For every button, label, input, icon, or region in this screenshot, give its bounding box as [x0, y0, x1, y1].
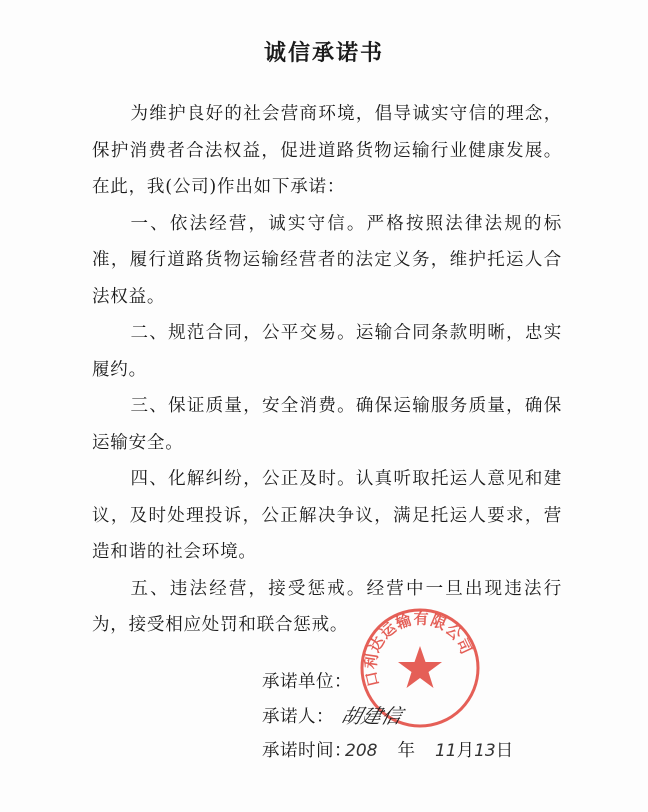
seal-star-icon — [398, 646, 442, 688]
paragraph-commitment-4: 四、化解纠纷，公正及时。认真听取托运人意见和建议，及时处理投诉，公正解决争议，满足托运人要求，营造和谐的社会环境。 — [92, 469, 562, 562]
signature-date-label: 承诺时间： — [262, 741, 352, 761]
signature-date-value — [345, 737, 513, 762]
date-month: 11 — [434, 741, 457, 761]
paragraph-intro: 为维护良好的社会营商环境，倡导诚实守信的理念，保护消费者合法权益，促进道路货物运输行业健康发展。在此，我(公司)作出如下承诺： — [92, 104, 562, 197]
date-day-unit: 日 — [495, 741, 514, 761]
date-year: 208 — [345, 741, 378, 761]
signature-unit-label: 承诺单位： — [262, 672, 352, 692]
document-title: 诚信承诺书 — [263, 40, 384, 66]
paragraph-commitment-1: 一、依法经营，诚实守信。严格按照法律法规的标准，履行道路货物运输经营者的法定义务，维护托运人合法权益。 — [92, 213, 562, 307]
paragraph-commitment-2: 二、规范合同，公平交易。运输合同条款明晰，忠实履约。 — [92, 323, 562, 380]
seal-text: 口利达运输有限公司 — [361, 609, 476, 689]
date-month-unit: 月 — [456, 741, 475, 761]
date-year-unit: 年 — [397, 741, 415, 761]
handwritten-signature: 胡建信 — [338, 704, 405, 728]
paragraph-commitment-3: 三、保证质量，安全消费。确保运输服务质量，确保运输安全。 — [92, 396, 562, 453]
signature-person-label: 承诺人： — [262, 707, 334, 727]
paragraph-commitment-5: 五、违法经营，接受惩戒。经营中一旦出现违法行为，接受相应处罚和联合惩戒。 — [92, 578, 562, 635]
date-day: 13 — [474, 741, 496, 761]
document-body — [92, 96, 562, 644]
